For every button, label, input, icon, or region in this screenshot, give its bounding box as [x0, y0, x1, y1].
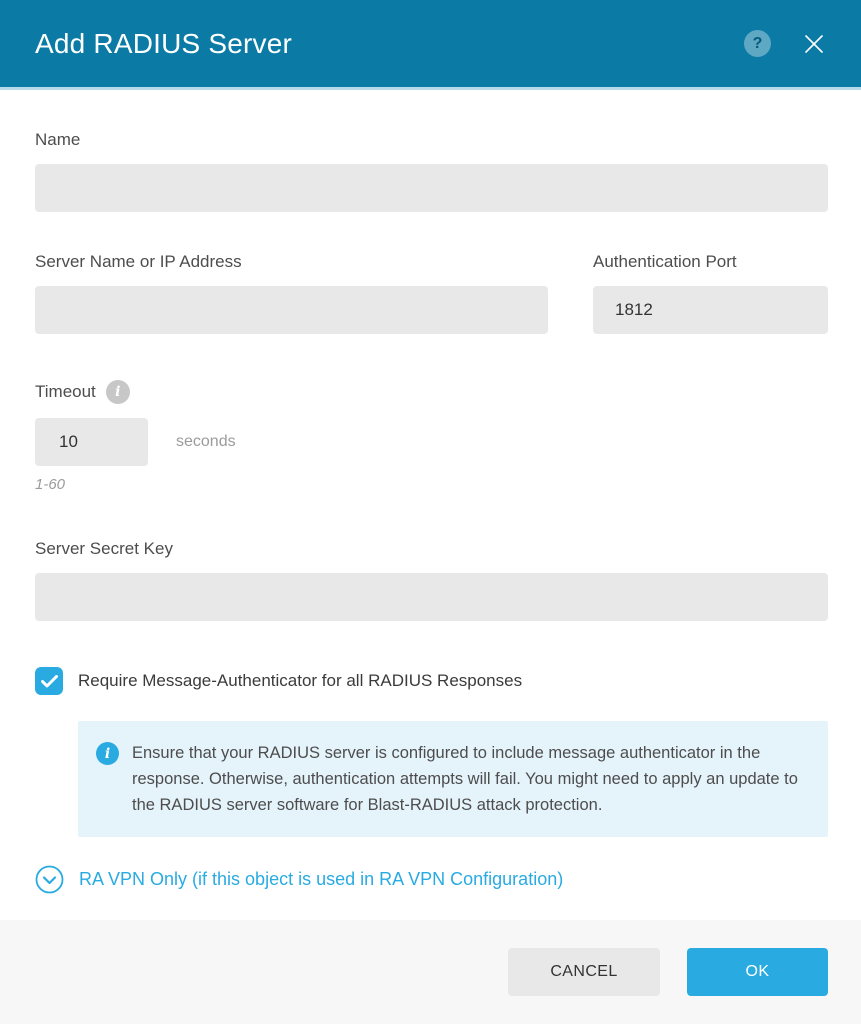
ra-vpn-expander-label: RA VPN Only (if this object is used in RA VPN Configuration): [79, 869, 564, 889]
ra-vpn-expander[interactable]: [35, 865, 828, 894]
auth-port-label: Authentication Port: [593, 252, 737, 271]
info-box: [78, 721, 828, 837]
dialog-title: Add RADIUS Server: [35, 27, 293, 59]
timeout-unit-label: seconds: [176, 433, 236, 450]
timeout-input[interactable]: [35, 418, 148, 466]
info-box-text: Ensure that your RADIUS server is configured to include message authenticator in the response. Otherwise, authentication attempts will fail. You might need to apply an update to the RADIUS server software for Blast-RADIUS attack protection.: [132, 744, 798, 814]
server-field-group: [35, 252, 548, 334]
chevron-down-circle-icon[interactable]: [35, 865, 64, 894]
help-glyph: ?: [752, 34, 763, 52]
name-label: Name: [35, 130, 81, 149]
info-icon: [96, 742, 119, 765]
dialog-content: [0, 90, 861, 920]
info-glyph: i: [104, 745, 111, 762]
auth-port-field-group: [593, 252, 828, 334]
server-port-row: [35, 252, 828, 334]
server-label: Server Name or IP Address: [35, 252, 242, 271]
secret-key-input[interactable]: [35, 573, 828, 621]
close-icon[interactable]: [801, 31, 827, 57]
require-message-authenticator-checkbox-row[interactable]: [35, 667, 828, 695]
timeout-label: Timeout: [35, 382, 96, 401]
name-input[interactable]: [35, 164, 828, 212]
name-field-group: [35, 130, 828, 212]
check-icon: [41, 675, 58, 688]
secret-key-label: Server Secret Key: [35, 539, 173, 558]
timeout-field-group: [35, 380, 828, 493]
timeout-range-hint: 1-60: [35, 476, 66, 493]
dialog-footer: [0, 920, 861, 1024]
server-input[interactable]: [35, 286, 548, 334]
secret-key-field-group: [35, 539, 828, 621]
timeout-info-glyph: i: [115, 384, 121, 400]
dialog-header: [0, 0, 861, 90]
ok-button[interactable]: OK: [687, 948, 828, 996]
checkbox-checked-icon[interactable]: [35, 667, 63, 695]
cancel-button[interactable]: CANCEL: [508, 948, 660, 996]
require-message-authenticator-label: Require Message-Authenticator for all RADIUS Responses: [78, 671, 523, 690]
timeout-info-icon[interactable]: [106, 380, 130, 404]
auth-port-input[interactable]: [593, 286, 828, 334]
help-icon[interactable]: [744, 30, 771, 57]
